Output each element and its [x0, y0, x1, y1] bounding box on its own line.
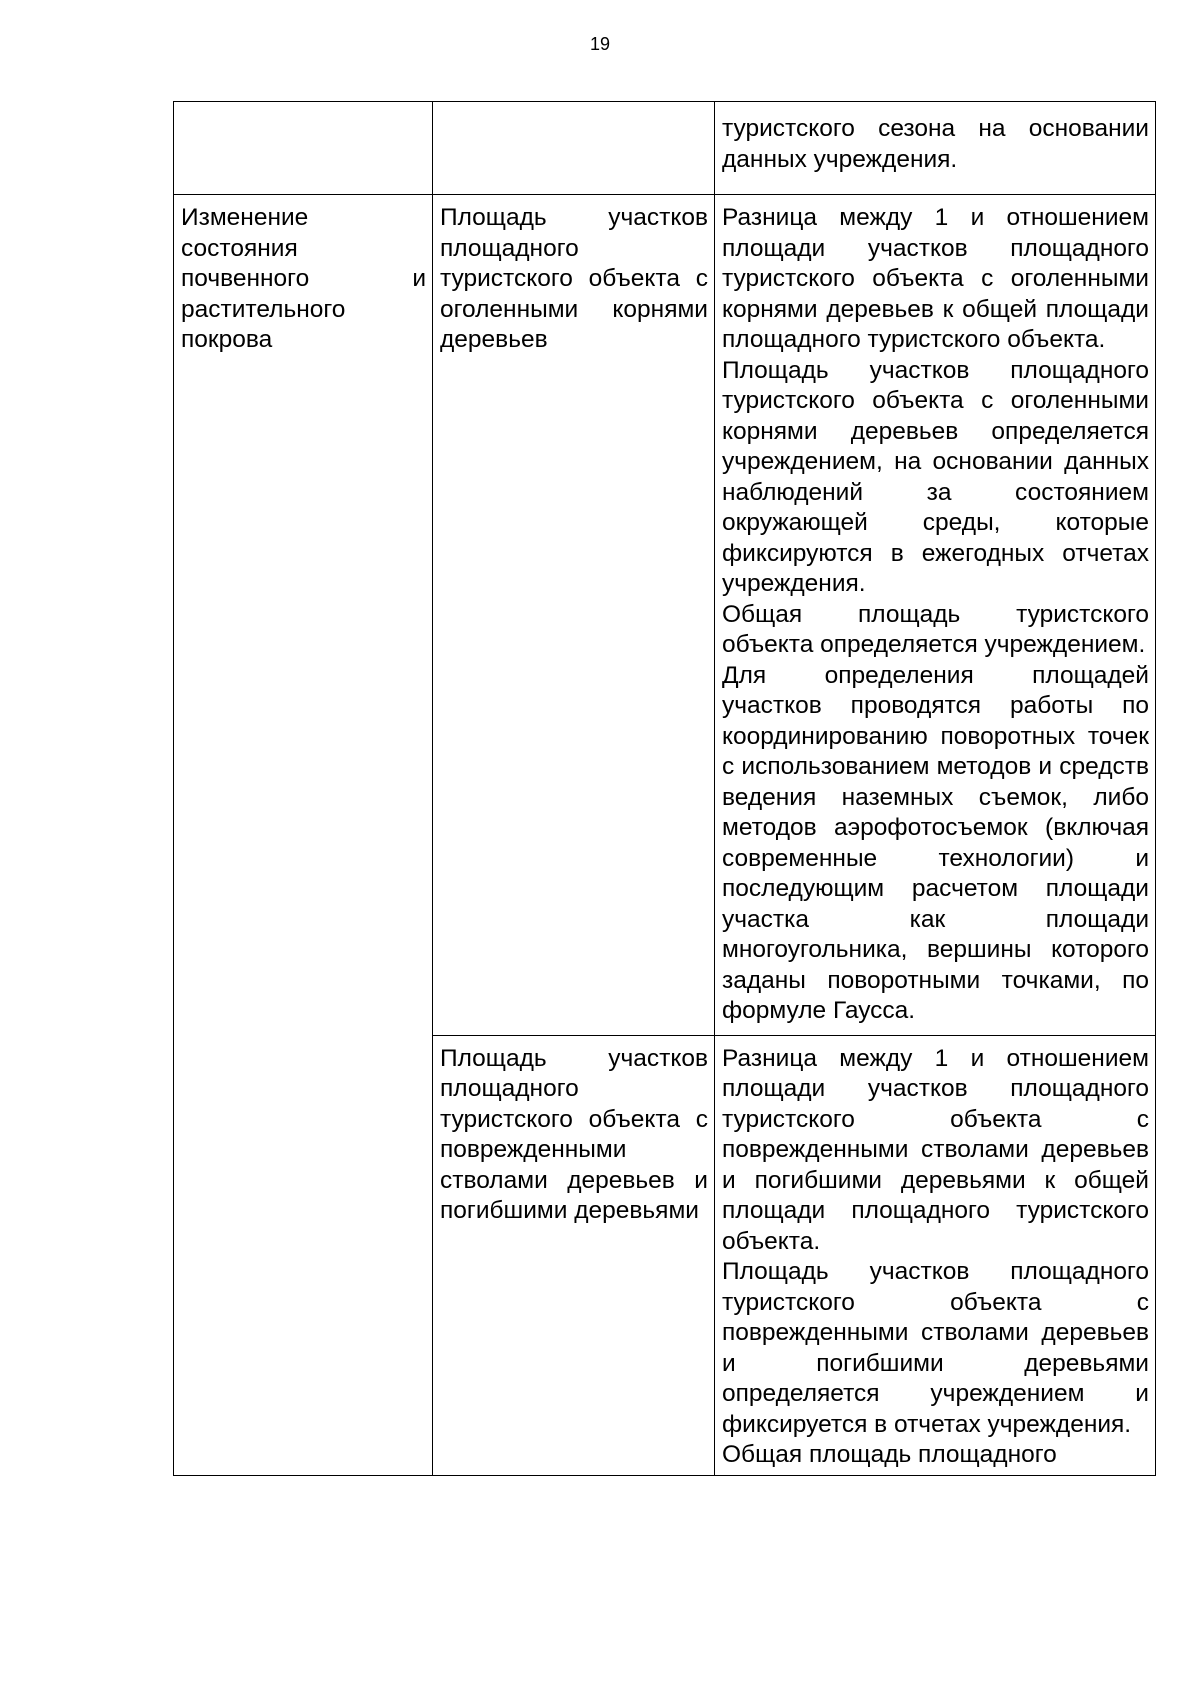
table-cell-indicator	[174, 102, 433, 195]
method-paragraph: Общая площадь туристского объекта определяется учреждением.	[722, 600, 1149, 658]
method-paragraph: Площадь участков площадного туристского объекта с оголенными корнями деревьев определяется учреждением, на основании данных наблюдений за состоянием окружающей среды, которые фиксируются в ежегодных отчетах учреждения.	[722, 356, 1149, 597]
method-paragraph: Площадь участков площадного туристского объекта с поврежденными стволами деревьев и погибшими деревьями определяется учреждением и фиксируется в отчетах учреждения.	[722, 1258, 1149, 1438]
table-cell-method	[715, 195, 1156, 1036]
table-row	[174, 102, 1156, 195]
table-cell-method: туристского сезона на основании данных учреждения.	[715, 102, 1156, 195]
indicator-table	[173, 101, 1156, 1476]
table-cell-method	[715, 1035, 1156, 1475]
table-cell-indicator: Изменение состояния почвенного и растительного покрова	[174, 195, 433, 1476]
table-cell-parameter	[433, 102, 715, 195]
table-cell-parameter: Площадь участков площадного туристского объекта с оголенными корнями деревьев	[433, 195, 715, 1036]
method-paragraph: Для определения площадей участков проводятся работы по координированию поворотных точек с использованием методов и средств ведения наземных съемок, либо методов аэрофотосъемок (включая современные технологии) и последующим расчетом площади участка как площади многоугольника, вершины которого заданы поворотными точками, по формуле Гаусса.	[722, 661, 1149, 1024]
table-cell-parameter: Площадь участков площадного туристского объекта с поврежденными стволами деревьев и погибшими деревьями	[433, 1035, 715, 1475]
page-number: 19	[589, 34, 611, 54]
method-paragraph: Разница между 1 и отношением площади участков площадного туристского объекта с оголенными корнями деревьев к общей площади площадного туристского объекта.	[722, 204, 1149, 353]
method-paragraph: Разница между 1 и отношением площади участков площадного туристского объекта с поврежденными стволами деревьев и погибшими деревьями к общей площади площадного туристского объекта.	[722, 1044, 1149, 1255]
table-row	[174, 195, 1156, 1036]
method-paragraph: Общая площадь площадного	[722, 1441, 1057, 1468]
